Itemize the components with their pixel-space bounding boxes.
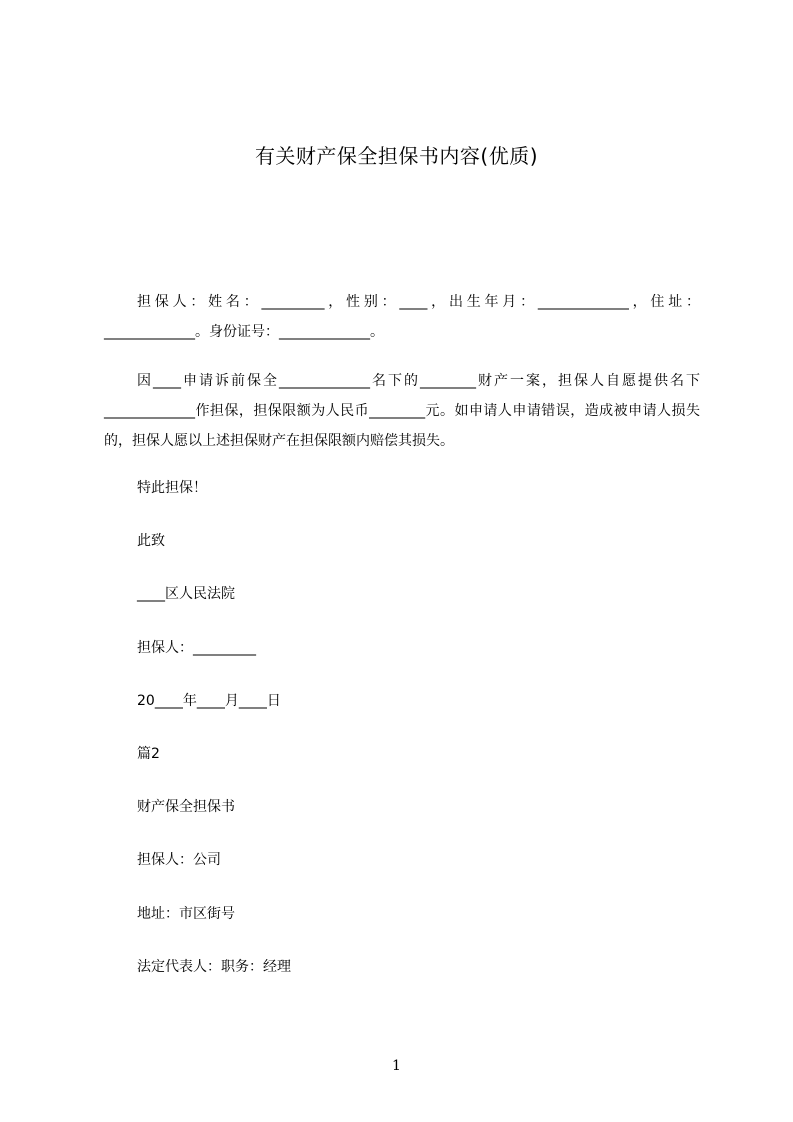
document-title: 有关财产保全担保书内容(优质) bbox=[254, 144, 539, 168]
guarantor-info-paragraph: 担保人：姓名：_________，性别：____，出生年月：_____________，住址：_____________。身份证号：_____________。 bbox=[104, 294, 700, 340]
guarantee-terms-paragraph: 因____申请诉前保全_____________名下的________财产一案，担保人自愿提供名下_____________作担保，担保限额为人民币________元。如申请人申请错误，造成被申请人损失的，担保人愿以上述担保财产在担保限额内赔偿其损失。 bbox=[104, 373, 700, 449]
signature-date: 20____年____月____日 bbox=[137, 693, 281, 709]
guarantor-company: 担保人：公司 bbox=[137, 852, 221, 868]
guarantor-signature: 担保人：_________ bbox=[137, 640, 256, 656]
legal-representative: 法定代表人：职务：经理 bbox=[137, 959, 291, 975]
salutation: 此致 bbox=[137, 533, 165, 549]
recipient-court: ____区人民法院 bbox=[137, 586, 235, 602]
page-number: 1 bbox=[392, 1058, 401, 1074]
closing-statement: 特此担保！ bbox=[137, 480, 207, 496]
company-address: 地址：市区街号 bbox=[137, 906, 235, 922]
section-label: 篇2 bbox=[137, 746, 160, 762]
section-title: 财产保全担保书 bbox=[137, 799, 235, 815]
